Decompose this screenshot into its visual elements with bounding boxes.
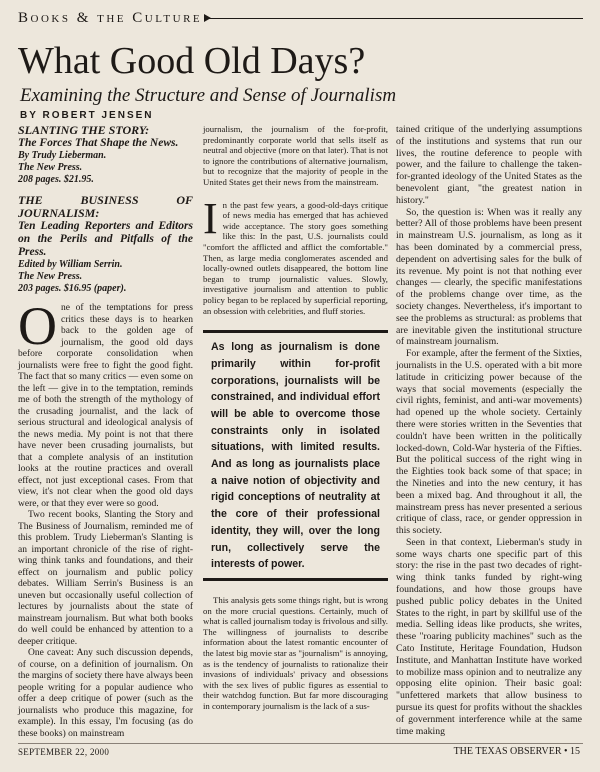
book-author: By Trudy Lieberman.: [18, 150, 107, 161]
book-details: 203 pages. $16.95 (paper).: [18, 283, 127, 294]
article-headline: What Good Old Days?: [18, 40, 366, 82]
book-subtitle: The Forces That Shape the News.: [18, 137, 179, 149]
body-paragraph: journalism, the journalism of the for-profit, predominantly corporate world that sells itself as neutral and objective (more on that later). That is not to ignore the contributions of alternative journalism, but to recognize that the majority of people in the United States get their news from the mainstream.: [203, 124, 388, 187]
pull-quote: As long as journalism is done primarily within for-profit corporations, journalists will be constrained, and individual effort will be able to overcome those constraints only in isolated situations, with limited results. And as long as journalists place a naive notion of objectivity and rigid conceptions of neutrality at the core of their professional identity, they will, over the long run, collectively serve the interests of power.: [203, 330, 388, 581]
article-subhead: Examining the Structure and Sense of Journalism: [20, 85, 397, 106]
body-paragraph: Seen in that context, Lieberman's study in some ways charts one specific part of this story: the rise in the past two decades of right-wing think tanks funded by right-wing foundations, and how those groups have pushed public policy debates in the United States to the right, in part by skillful use of the media. Selling ideas like products, she writes, these "roaring publicity machines" such as the Cato Institute, Heritage Foundation, Hudson Institute, and Manhattan Institute have worked to mobilize mass opinion and to neutralize any opposing elite opinion. Their basic goal: "unfettered markets that allow business to pursue its quest for profits without the shackles of government interference while at the same time making: [396, 536, 582, 737]
footer-date: SEPTEMBER 22, 2000: [18, 747, 110, 757]
book-title: THE BUSINESS OF JOURNALISM:: [18, 193, 193, 220]
body-paragraph: tained critique of the underlying assumptions of the institutions and systems that run our lives, the routine deference to people with power, and the failure to challenge the taken-for-granted ideology of the United States as the benevolent giant, "the greatest nation in history.": [396, 124, 582, 206]
book-title: SLANTING THE STORY:: [18, 123, 150, 137]
body-paragraph: So, the question is: When was it really any better? All of those problems have been present in mainstream U.S. journalism, as long as it has been dominated by a commercial press, dependent on advertising sales for the bulk of its revenue. My point is not that nothing ever changes — clearly, the specific manifestations of the problems change over time, as the society changes. Nevertheless, it's important to see the problems as structural: as problems that are inevitable given the institutional structure of mainstream journalism.: [396, 206, 582, 348]
column-2: [203, 124, 388, 711]
book-publisher: The New Press.: [18, 162, 83, 173]
body-paragraph: [203, 193, 388, 317]
book-entry-2: [18, 194, 193, 295]
body-paragraph: This analysis gets some things right, but is wrong on the more crucial questions. Certainly, much of what is called journalism today is frivolous and silly. The willingness of journalists to describe information about the latest romantic encounter of the latest big movie star as "journalism" is annoying, as is the tendency of journalists to rationalize their invasions of individuals' privacy and obsessions with the sex lives of public figures as essential to their watchdog function. But far more discouraging in contemporary journalism is the lack of a sus-: [203, 594, 388, 711]
footer-rule: [18, 743, 583, 744]
footer-publication: THE TEXAS OBSERVER • 15: [453, 746, 580, 757]
body-paragraph: For example, after the ferment of the Sixties, journalists in the U.S. operated with a bit more latitude in criticizing power because of the ways that social movements (especially the civil rights, feminist, and anti-war movements) had opened up the whole society. Certainly there were stories written in the Seventies that couldn't have been written in the politically locked-down, Cold-War hysteria of the Fifties. But the political success of the right wing in the Eighties took back some of that space; in the Nineties and into the new century, it has been a mixed bag. And throughout it all, the mainstream press has never presented a serious critique of class, race, or gender oppression in this society.: [396, 348, 582, 537]
body-paragraph: Two recent books, Slanting the Story and The Business of Journalism, reminded me of this problem. Trudy Lieberman's Slanting is an important chronicle of the rise of right-wing think tanks and foundations, and their effect on journalism and public policy debates. William Serrin's Business is an uneven but occasionally useful collection of lectures by journalists about the state of mainstream journalism. But what both books do well could be enhanced by attention to a deeper critique.: [18, 510, 193, 647]
body-text: ne of the temptations for press critics these days is to hearken back to the golden age of journalism, the good old days before corporate consolidation when journalists were free to fight the good fight. The fact that so many critics — even some on the left — give in to the temptation, reminds me of both the strength of the mythology of the crusading journalist, and the lack of serious structural and ideological analysis of the news media. My point is not that there have never been crusading journalists, but that a complete analysis of an institution looks at the routine practices and overall effect, not just exceptional cases. From that view, it's not clear when the good old days were, or that they ever were so good.: [18, 303, 193, 509]
byline: BY ROBERT JENSEN: [20, 110, 154, 121]
body-paragraph: [18, 296, 193, 510]
section-label: Books & the Culture: [18, 9, 203, 26]
body-text: n the past few years, a good-old-days critique of news media has emerged that has achieved wide acceptance. The story goes something like this: In the past, U.S. journalists could "comfort the afflicted and afflict the comfortable." Then, as large media conglomerates ascended and locally-owned outlets disappeared, the bottom line began to trump journalistic values. Slowly, investigative journalism and attention to public policy began to be replaced by superficial reporting, an obsession with celebrities, and fluff stories.: [203, 199, 388, 316]
column-3: [396, 124, 582, 737]
drop-cap: O: [18, 296, 57, 356]
section-header: [18, 8, 583, 28]
drop-cap: I: [203, 193, 218, 243]
book-subtitle: Ten Leading Reporters and Editors on the Perils and Pitfalls of the Press.: [18, 220, 193, 258]
book-entry-1: [18, 124, 193, 186]
book-publisher: The New Press.: [18, 271, 83, 282]
column-1: [18, 124, 193, 740]
body-paragraph: One caveat: Any such discussion depends, of course, on a definition of journalism. On the margins of society there have always been people writing for a popular audience who offer a deep critique of power (such as the journalists who produce this magazine, for example). In this essay, I'm focusing (as do these books) on mainstream: [18, 648, 193, 739]
section-rule-arrow: [208, 18, 583, 19]
book-author: Edited by William Serrin.: [18, 259, 123, 270]
book-details: 208 pages. $21.95.: [18, 174, 94, 185]
